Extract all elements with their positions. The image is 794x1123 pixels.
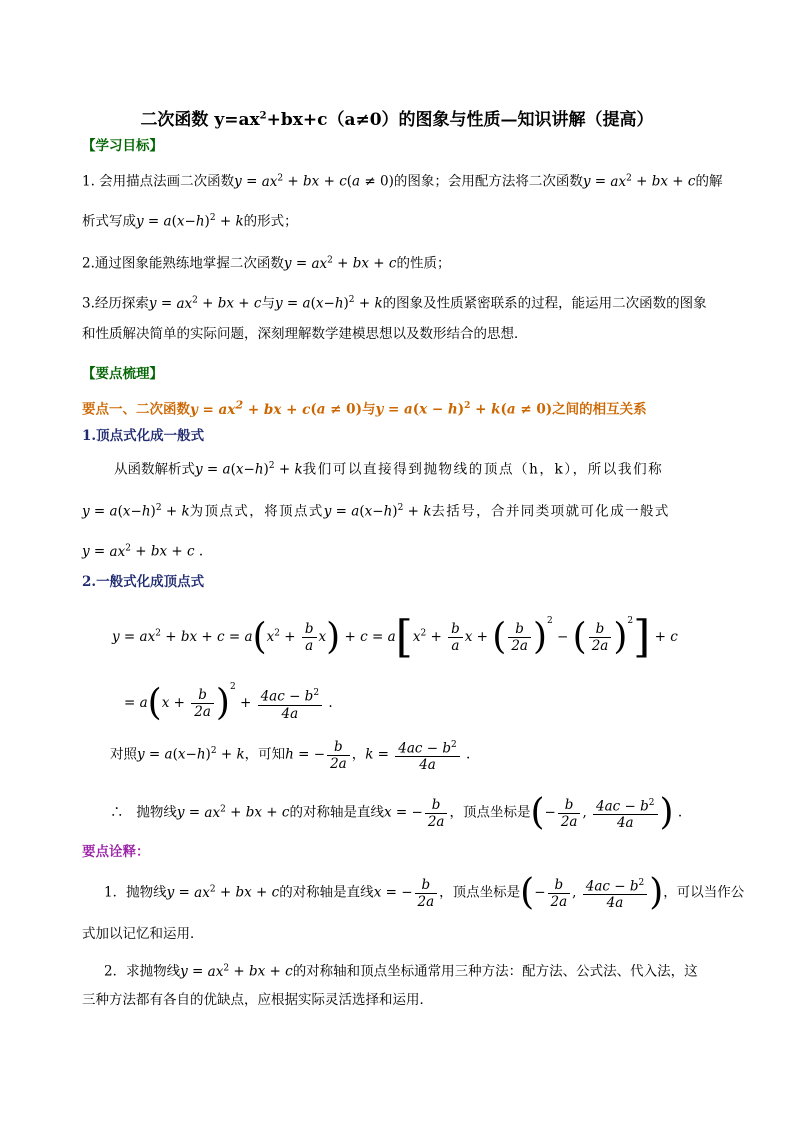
- note-1-text-c: ，顶点坐标是: [439, 884, 521, 901]
- title-superscript: 2: [259, 110, 267, 122]
- para-1-line-2: $y = a(x-h)^2 + k$为顶点式，将顶点式$y = a(x-h)^2 + k$去括号，合并同类项就可化成一般式: [82, 503, 670, 520]
- section-points: 【要点梳理】: [82, 366, 163, 382]
- note-2-line-1: 2．求抛物线$y = ax^2$ + bx + c的对称轴和顶点坐标通常用三种方法：配方法、公式法、代入法，这: [104, 963, 698, 980]
- note-1-text-b: 的对称轴是直线: [279, 884, 374, 901]
- subheading-general-to-vertex: 2.一般式化成顶点式: [82, 574, 205, 590]
- note-2-text-b: 的对称轴和顶点坐标通常用三种方法：配方法、公式法、代入法，这: [292, 963, 698, 980]
- title-part-2: +bx+c（a≠0）的图象与性质—知识讲解（提高）: [266, 110, 654, 130]
- compare-line: 对照$y = a(x-h)^2 + k$，可知h = − $\frac{b}{2a}$ ，k = $\frac{4ac - b^2}{4a}$ .: [110, 738, 471, 774]
- title-part-1: 二次函数 y=ax: [140, 110, 260, 130]
- therefore-text-b: 的对称轴是直线: [289, 804, 384, 821]
- section-goals: 【学习目标】: [82, 138, 163, 154]
- goal-1-line-2: 析式写成$y = a(x-h)^2 + k$的形式；: [82, 213, 298, 230]
- goal-1-text-c: 的解: [695, 173, 723, 190]
- derivation-line-2: = a(x + $\frac{b}{2a}$ )$^2$ + $\frac{4ac - b^2}{4a}$ .: [124, 682, 333, 724]
- page-title: [0, 105, 794, 130]
- goal-1-text-b: 的图象；会用配方法将二次函数: [393, 173, 583, 190]
- goal-3-line-1: 3.经历探索$y = ax^2$ + bx + c与$y = a(x-h)^2 + k$的图象及性质紧密联系的过程，能运用二次函数的图象: [82, 295, 707, 312]
- therefore-text-c: ，顶点坐标是: [449, 804, 531, 821]
- note-2-line-2: 三种方法都有各自的优缺点，应根据实际灵活选择和运用．: [82, 992, 433, 1008]
- para-1-line-3: $y = ax^2$ + bx + c .: [82, 543, 204, 560]
- therefore-line: ∴ 抛物线$y = ax^2$ + bx + c的对称轴是直线x = − $\frac{b}{2a}$ ，顶点坐标是(− $\frac{b}{2a}$ , $\frac{4ac - b^2}{4a}$ ) .: [110, 792, 683, 833]
- goal-3-text-c: 的图象及性质紧密联系的过程，能运用二次函数的图象: [382, 295, 707, 312]
- compare-text-b: ，可知: [244, 746, 286, 763]
- para-1-text-c: 为顶点式，将顶点式: [189, 503, 324, 520]
- point-1-heading-c: 之间的相互关系: [552, 401, 647, 418]
- derivation-line-1: $y = ax^2$ + bx + $c = a(x^2$ + $\frac{b}{a}$ $x) + c = a[x^2$ + $\frac{b}{a}$ x + ( $\frac{b}{2a}$ )$^2$ − ( $\frac{b}{2a}$ )$^2$] + c: [112, 611, 678, 663]
- goal-2: 2.通过图象能熟练地掌握二次函数$y = ax^2$ + bx + c的性质；: [82, 255, 451, 272]
- para-1-text-a: 从函数解析式: [114, 461, 195, 478]
- goal-3-line-2: 和性质解决简单的实际问题，深刻理解数学建模思想以及数形结合的思想．: [82, 326, 528, 342]
- point-1-heading-a: 要点一、二次函数: [82, 401, 190, 418]
- note-2-text-a: 2．求抛物线: [104, 963, 181, 980]
- point-1-heading-b: 与: [361, 401, 376, 418]
- therefore-text-a: 抛物线: [136, 804, 177, 821]
- para-1-text-d: 去括号，合并同类项就可化成一般式: [431, 503, 670, 520]
- point-1-heading: 要点一、二次函数$y = ax^2$ + bx + c(a ≠ 0)与$y = a(x - h)^2 + k(a \ne 0)$之间的相互关系: [82, 397, 647, 418]
- note-1-line-1: 1．抛物线$y = ax^2$ + bx + c的对称轴是直线x = − $\frac{b}{2a}$ ，顶点坐标是(− $\frac{b}{2a}$ , $\frac{4ac - b^2}{4a}$ )，可以当作公: [104, 872, 745, 913]
- para-1-line-1: 从函数解析式$y = a(x-h)^2 + k$我们可以直接得到抛物线的顶点（h，k），所以我们称: [114, 461, 664, 478]
- note-1-text-a: 1．抛物线: [104, 884, 167, 901]
- para-1-text-b: 我们可以直接得到抛物线的顶点（h，k），所以我们称: [302, 461, 664, 478]
- goal-2-text-b: 的性质；: [396, 255, 451, 272]
- note-1-text-d: ，可以当作公: [663, 884, 745, 901]
- goal-2-text-a: 2.通过图象能熟练地掌握二次函数: [82, 255, 284, 272]
- goal-1-text-a: 1. 会用描点法画二次函数: [82, 173, 235, 190]
- goal-3-text-a: 3.经历探索: [82, 295, 149, 312]
- goal-1-text-d: 析式写成: [82, 213, 136, 230]
- goal-1-line-1: 1. 会用描点法画二次函数$y = ax^2$ + bx + c(a ≠ 0)的图象；会用配方法将二次函数$y = ax^2$ + bx + c的解: [82, 173, 723, 190]
- compare-text-c: ，: [351, 746, 366, 763]
- compare-text-a: 对照: [110, 746, 137, 763]
- notes-heading: 要点诠释：: [82, 844, 150, 860]
- subheading-vertex-to-general: 1.顶点式化成一般式: [82, 428, 205, 444]
- goal-3-text-b: 与: [261, 295, 275, 312]
- goal-1-text-e: 的形式；: [243, 213, 298, 230]
- note-1-line-2: 式加以记忆和运用．: [82, 926, 204, 942]
- therefore-symbol: ∴: [110, 804, 124, 821]
